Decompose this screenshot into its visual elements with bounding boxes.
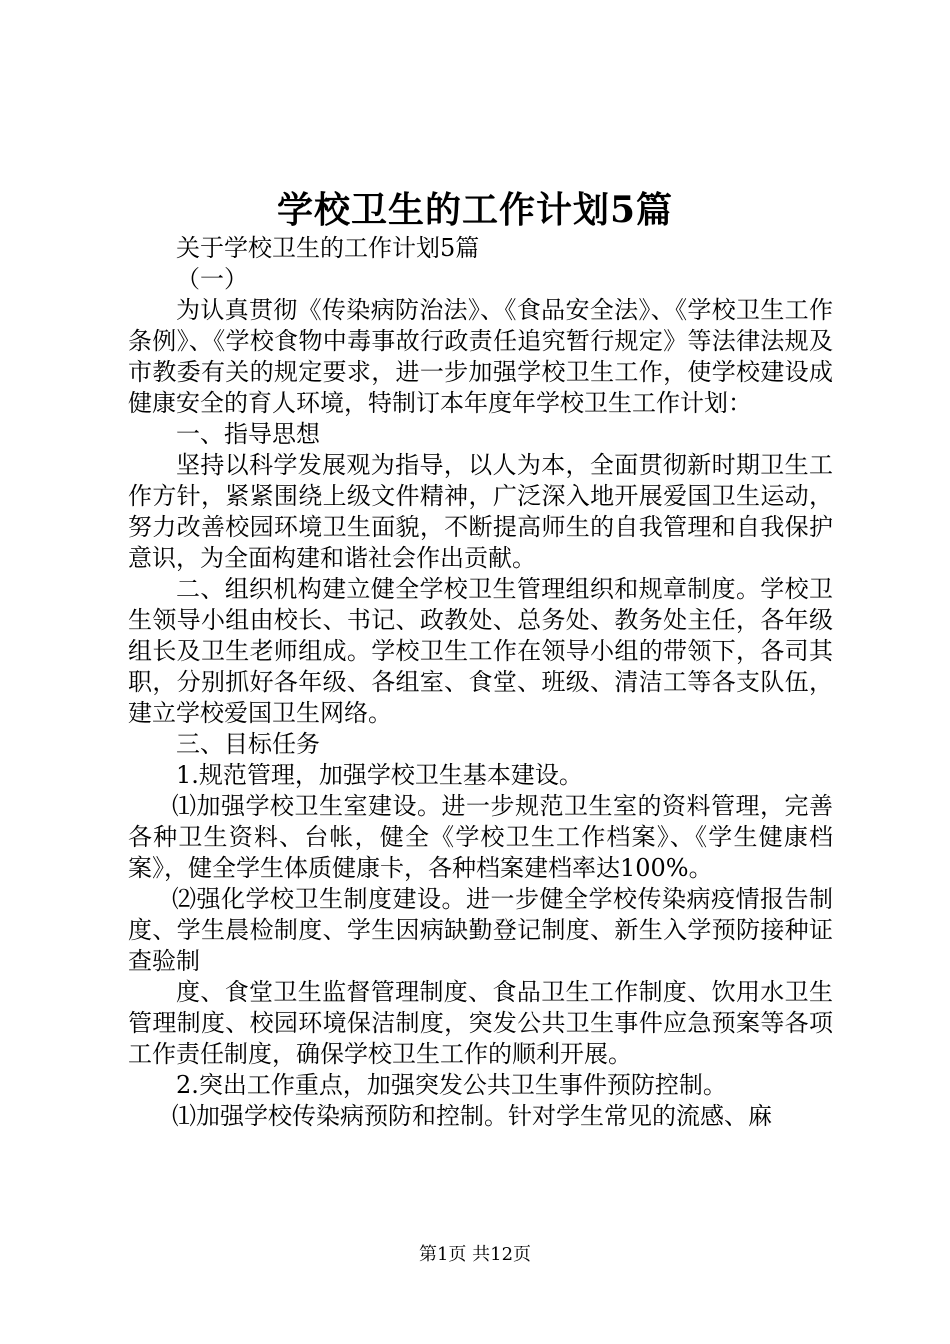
page-footer: 第1页 共12页 <box>418 1244 532 1265</box>
paragraph-item-1-2-cont: 度、食堂卫生监督管理制度、食品卫生工作制度、饮用水卫生管理制度、校园环境保洁制度，突发公共卫生事件应急预案等各项工作责任制度，确保学校卫生工作的顺利开展。 <box>128 978 833 1068</box>
paragraph-subtitle: 关于学校卫生的工作计划5篇 <box>176 234 480 262</box>
paragraph-organization: 二、组织机构建立健全学校卫生管理组织和规章制度。学校卫生领导小组由校长、书记、政教处、总务处、教务处主任，各年级组长及卫生老师组成。学校卫生工作在领导小组的带领下，各司其职，分别抓好各年级、各组室、食堂、班级、清洁工等各支队伍，建立学校爱国卫生网络。 <box>128 575 833 727</box>
heading-guiding-ideology: 一、指导思想 <box>176 420 320 448</box>
paragraph-item-1: 1.规范管理，加强学校卫生基本建设。 <box>176 761 583 789</box>
paragraph-item-1-2: ⑵强化学校卫生制度建设。进一步健全学校传染病疫情报告制度、学生晨检制度、学生因病缺勤登记制度、新生入学预防接种证查验制 <box>128 885 833 975</box>
paragraph-item-2-1: ⑴加强学校传染病预防和控制。针对学生常见的流感、麻 <box>172 1102 772 1130</box>
paragraph-item-1-1: ⑴加强学校卫生室建设。进一步规范卫生室的资料管理，完善各种卫生资料、台帐，健全《学校卫生工作档案》、《学生健康档案》，健全学生体质健康卡，各种档案建档率达100%。 <box>128 792 833 882</box>
heading-goals-tasks: 三、目标任务 <box>176 730 320 758</box>
document-body <box>128 233 833 1132</box>
paragraph-item-2: 2.突出工作重点，加强突发公共卫生事件预防控制。 <box>176 1071 727 1099</box>
paragraph-section-number: （一） <box>176 265 248 293</box>
paragraph-intro: 为认真贯彻《传染病防治法》、《食品安全法》、《学校卫生工作条例》、《学校食物中毒事故行政责任追究暂行规定》等法律法规及市教委有关的规定要求，进一步加强学校卫生工作，使学校建设成健康安全的育人环境，特制订本年度年学校卫生工作计划： <box>128 296 833 417</box>
paragraph-guiding-ideology: 坚持以科学发展观为指导，以人为本，全面贯彻新时期卫生工作方针，紧紧围绕上级文件精神，广泛深入地开展爱国卫生运动，努力改善校园环境卫生面貌，不断提高师生的自我管理和自我保护意识，为全面构建和谐社会作出贡献。 <box>128 451 833 572</box>
document-title: 学校卫生的工作计划5篇 <box>276 189 674 231</box>
